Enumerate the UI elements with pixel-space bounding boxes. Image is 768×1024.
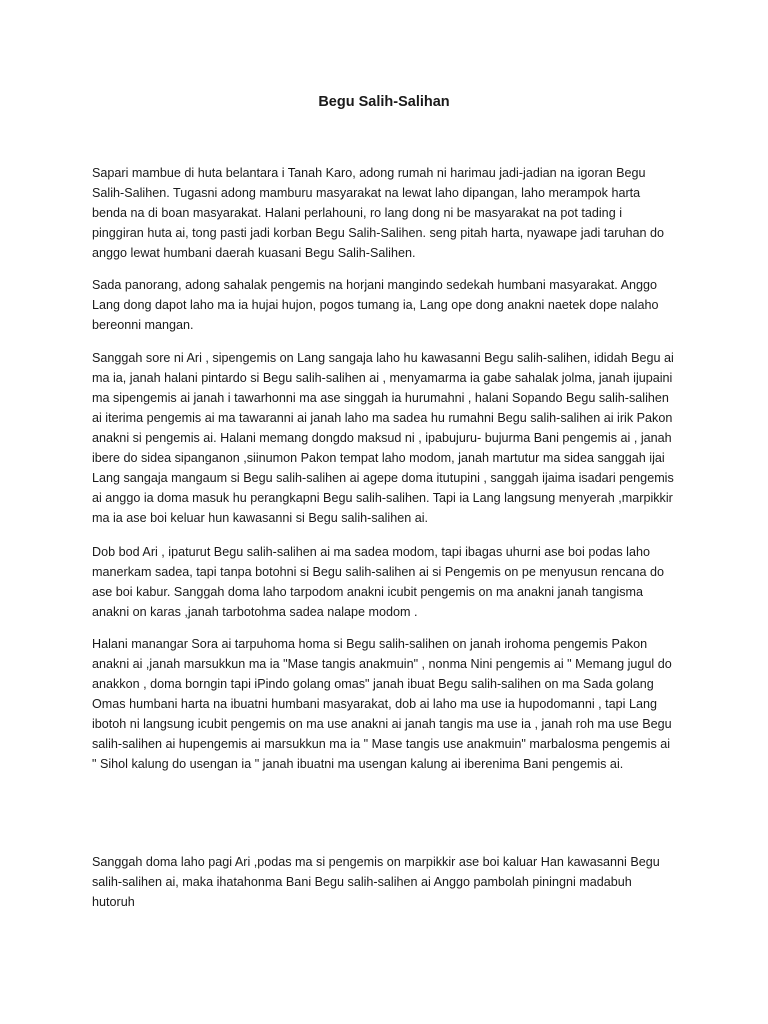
paragraph-4: Dob bod Ari , ipaturut Begu salih-salihen ai ma sadea modom, tapi ibagas uhurni ase boi podas laho manerkam sadea, tapi tanpa botohni si Begu salih-salihen ai si Pengemis on pe menyusun rencana do ase boi kabur. Sanggah doma laho tarpodom anakni icubit pengemis on ma anakni janah tangisma anakni on karas ,janah tarbotohma sadea nalape modom . [92,545,664,619]
paragraph-3: Sanggah sore ni Ari , sipengemis on Lang sangaja laho hu kawasanni Begu salih-salihen, ididah Begu ai ma ia, janah halani pintardo si Begu salih-salihen ai , menyamarma ia gabe sahalak jolma, janah ijupaini ma sipengemis ai janah i tawarhonni ma ase singgah ia hurumahni , halani Sopando Begu salih-salihen ai iterima pengemis ai ma tawaranni ai janah laho ma sadea hu rumahni Begu salih-salihen ai irik Pakon anakni si pengemis ai. Halani memang dongdo maksud ni , ipabujuru- bujurma Bani pengemis ai , janah ibere do sidea sipanganon ,siinumon Pakon tempat laho modom, janah martutur ma sidea sanggah ijai Lang sangaja mangaum si Begu salih-salihen ai agepe doma itutupini , sanggah ijaima isadari pengemis ai anggo ia doma masuk hu perangkapni Begu salih-salihen. Tapi ia Lang langsung menyerah ,marpikkir ma ia ase boi keluar hun kawasanni si Begu salih-salihen ai. [92,351,674,525]
paragraph-6: Sanggah doma laho pagi Ari ,podas ma si pengemis on marpikkir ase boi kaluar Han kawasanni Begu salih-salihen ai, maka ihatahonma Bani Begu salih-salihen ai Anggo pambolah piningni madabuh hutoruh [92,855,660,909]
paragraph-5: Halani manangar Sora ai tarpuhoma homa si Begu salih-salihen on janah irohoma pengemis Pakon anakni ai ,janah marsukkun ma ia "Mase tangis anakmuin" , nonma Nini pengemis ai " Memang jugul do anakkon , doma borngin tapi iPindo golang omas" janah ibuat Begu salih-salihen on ma Sada golang Omas humbani harta na ibuatni humbani masyarakat, dob ai laho ma use ia hupodomanni , tapi Lang ibotoh ni langsung icubit pengemis on ma use anakni ai janah tangis ma use ia , janah roh ma use Begu salih-salihen ai hupengemis ai marsukkun ma ia " Mase tangis use anakmuin" marbalosma pengemis ai " Sihol kalung do usengan ia " janah ibuatni ma usengan kalung ai iberenima Bani pengemis ai. [92,637,672,771]
document-title: Begu Salih-Salihan [318,94,450,110]
paragraph-1: Sapari mambue di huta belantara i Tanah Karo, adong rumah ni harimau jadi-jadian na igoran Begu Salih-Salihen. Tugasni adong mamburu masyarakat na lewat laho dipangan, laho merampok harta benda na di boan masyarakat. Halani perlahouni, ro lang dong ni be masyarakat na pot tading i pinggiran huta ai, tong pasti jadi korban Begu Salih-Salihen. seng pitah harta, nyawape jadi taruhan do anggo lewat humbani daerah kuasani Begu Salih-Salihen. [92,166,665,260]
paragraph-2: Sada panorang, adong sahalak pengemis na horjani mangindo sedekah humbani masyarakat. Anggo Lang dong dapot laho ma ia hujai hujon, pogos tumang ia, Lang ope dong anakni naetek dope nalaho bereonni mangan. [92,278,659,332]
